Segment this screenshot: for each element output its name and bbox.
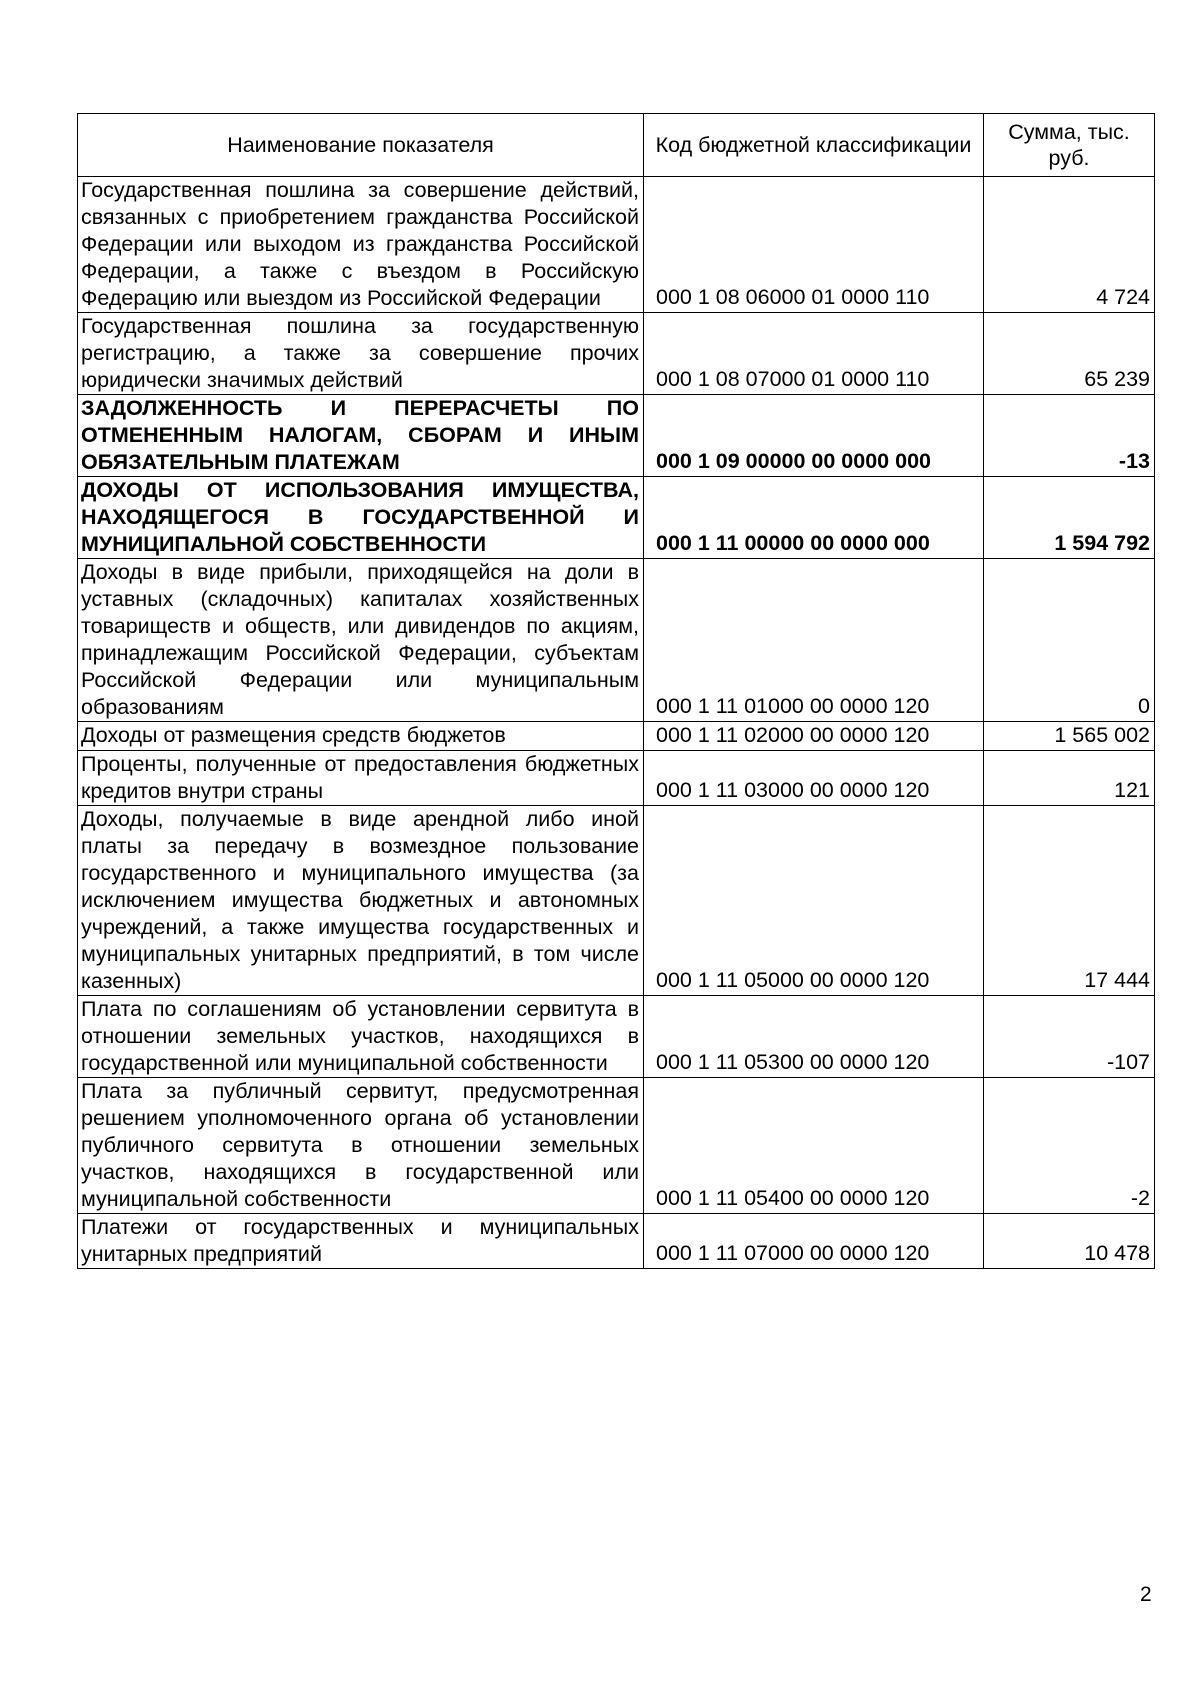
row-name-cell: Доходы в виде прибыли, приходящейся на доли в уставных (складочных) капиталах хозяйственных товариществ и обществ, или дивидендов по акциям, принадлежащим Российской Федерации, субъектам Российской Федерации или муниципальным образованиям <box>78 559 644 722</box>
row-sum-cell: -107 <box>984 996 1155 1078</box>
row-code-cell: 000 1 11 05300 00 0000 120 <box>644 996 984 1078</box>
row-name-cell: Государственная пошлина за совершение действий, связанных с приобретением гражданства Российской Федерации или выходом из гражданства Российской Федерации, а также с въездом в Российскую Федерацию или выездом из Российской Федерации <box>78 177 644 313</box>
row-code-cell: 000 1 11 02000 00 0000 120 <box>644 722 984 751</box>
header-sum: Сумма, тыс. руб. <box>984 114 1155 177</box>
table-row <box>78 395 1155 477</box>
table-header <box>78 114 1155 177</box>
row-sum-cell: 4 724 <box>984 177 1155 313</box>
row-name-cell: ЗАДОЛЖЕННОСТЬ И ПЕРЕРАСЧЕТЫ ПО ОТМЕНЕННЫМ НАЛОГАМ, СБОРАМ И ИНЫМ ОБЯЗАТЕЛЬНЫМ ПЛАТЕЖАМ <box>78 395 644 477</box>
row-code-cell: 000 1 11 00000 00 0000 000 <box>644 477 984 559</box>
row-name-cell: Проценты, полученные от предоставления бюджетных кредитов внутри страны <box>78 751 644 806</box>
row-sum-cell: -13 <box>984 395 1155 477</box>
row-code-cell: 000 1 11 05000 00 0000 120 <box>644 806 984 996</box>
budget-table <box>77 113 1155 1269</box>
row-code-cell: 000 1 11 05400 00 0000 120 <box>644 1078 984 1214</box>
row-name-cell: Плата за публичный сервитут, предусмотренная решением уполномоченного органа об установлении публичного сервитута в отношении земельных участков, находящихся в государственной или муниципальной собственности <box>78 1078 644 1214</box>
table-row <box>78 806 1155 996</box>
table-row <box>78 996 1155 1078</box>
table-row <box>78 177 1155 313</box>
table-row <box>78 313 1155 395</box>
row-name-cell: Доходы, получаемые в виде арендной либо иной платы за передачу в возмездное пользование государственного и муниципального имущества (за исключением имущества бюджетных и автономных учреждений, а также имущества государственных и муниципальных унитарных предприятий, в том числе казенных) <box>78 806 644 996</box>
row-sum-cell: 0 <box>984 559 1155 722</box>
row-name-cell: Доходы от размещения средств бюджетов <box>78 722 644 751</box>
page-number: 2 <box>1140 1583 1152 1606</box>
row-name-cell: Плата по соглашениям об установлении сервитута в отношении земельных участков, находящихся в государственной или муниципальной собственности <box>78 996 644 1078</box>
table-row <box>78 559 1155 722</box>
row-sum-cell: 1 594 792 <box>984 477 1155 559</box>
row-sum-cell: 10 478 <box>984 1214 1155 1269</box>
row-code-cell: 000 1 11 07000 00 0000 120 <box>644 1214 984 1269</box>
table-row <box>78 722 1155 751</box>
row-sum-cell: 121 <box>984 751 1155 806</box>
table-row <box>78 1214 1155 1269</box>
row-code-cell: 000 1 08 06000 01 0000 110 <box>644 177 984 313</box>
row-name-cell: ДОХОДЫ ОТ ИСПОЛЬЗОВАНИЯ ИМУЩЕСТВА, НАХОДЯЩЕГОСЯ В ГОСУДАРСТВЕННОЙ И МУНИЦИПАЛЬНОЙ СОБСТВЕННОСТИ <box>78 477 644 559</box>
row-code-cell: 000 1 08 07000 01 0000 110 <box>644 313 984 395</box>
row-code-cell: 000 1 09 00000 00 0000 000 <box>644 395 984 477</box>
header-name: Наименование показателя <box>78 114 644 177</box>
header-row <box>78 114 1155 177</box>
table-row <box>78 1078 1155 1214</box>
table-row <box>78 477 1155 559</box>
row-code-cell: 000 1 11 03000 00 0000 120 <box>644 751 984 806</box>
row-sum-cell: 1 565 002 <box>984 722 1155 751</box>
row-sum-cell: 17 444 <box>984 806 1155 996</box>
row-sum-cell: -2 <box>984 1078 1155 1214</box>
row-name-cell: Платежи от государственных и муниципальных унитарных предприятий <box>78 1214 644 1269</box>
row-code-cell: 000 1 11 01000 00 0000 120 <box>644 559 984 722</box>
table-row <box>78 751 1155 806</box>
header-code: Код бюджетной классификации <box>644 114 984 177</box>
row-name-cell: Государственная пошлина за государственную регистрацию, а также за совершение прочих юридически значимых действий <box>78 313 644 395</box>
table-body <box>78 177 1155 1269</box>
row-sum-cell: 65 239 <box>984 313 1155 395</box>
